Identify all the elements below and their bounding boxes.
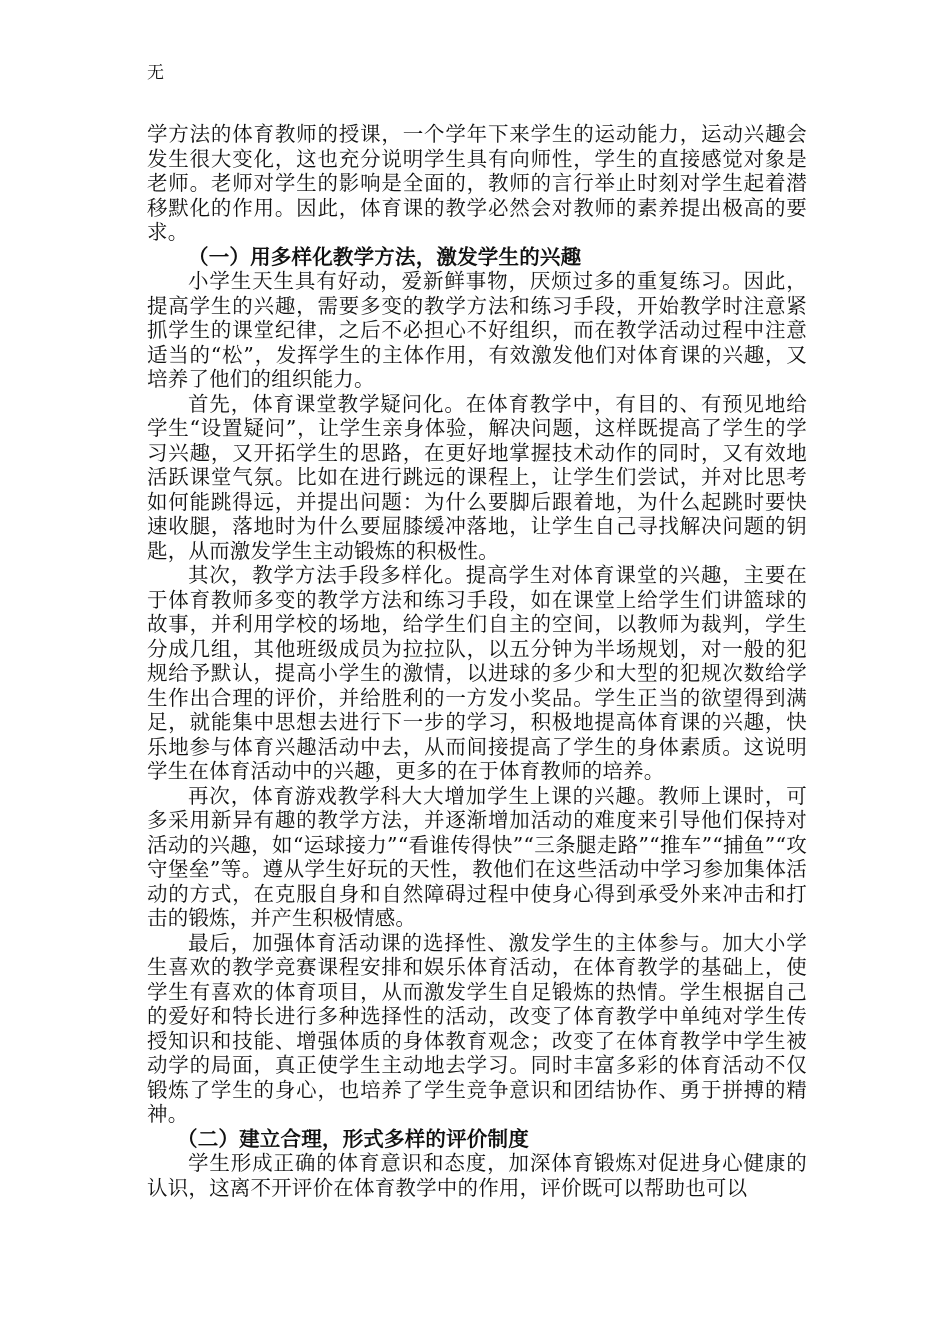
page-header: 无 (147, 63, 164, 83)
paragraph-evaluation: 学生形成正确的体育意识和态度，加深体育锻炼对促进身心健康的认识，这离不开评价在体育教学中的作用，评价既可以帮助也可以 (147, 1151, 807, 1200)
paragraph-first: 首先，体育课堂教学疑问化。在体育教学中，有目的、有预见地给学生“设置疑问”，让学生亲身体验，解决问题，这样既提高了学生的学习兴趣，又开拓学生的思路，在更好地掌握技术动作的同时，又有效地活跃课堂气氛。比如在进行跳远的课程上，让学生们尝试，并对比思考如何能跳得远，并提出问题：为什么要脚后跟着地，为什么起跳时要快速收腿，落地时为什么要屈膝缓冲落地，让学生自己寻找解决问题的钥匙，从而激发学生主动锻炼的积极性。 (147, 391, 807, 563)
paragraph-last: 最后，加强体育活动课的选择性、激发学生的主体参与。加大小学生喜欢的教学竞赛课程安排和娱乐体育活动，在体育教学的基础上，使学生有喜欢的体育项目，从而激发学生自足锻炼的热情。学生根据自己的爱好和特长进行多种选择性的活动，改变了体育教学中单纯对学生传授知识和技能、增强体质的身体教育观念；改变了在体育教学中学生被动学的局面，真正使学生主动地去学习。同时丰富多彩的体育活动不仅锻炼了学生的身心，也培养了学生竞争意识和团结协作、勇于拼搏的精神。 (147, 930, 807, 1126)
paragraph-intro: 小学生天生具有好动，爱新鲜事物，厌烦过多的重复练习。因此，提高学生的兴趣，需要多变的教学方法和练习手段，开始教学时注意紧抓学生的课堂纪律，之后不必担心不好组织，而在教学活动过程中注意适当的“松”，发挥学生的主体作用，有效激发他们对体育课的兴趣，又培养了他们的组织能力。 (147, 269, 807, 391)
paragraph-continuation: 学方法的体育教师的授课，一个学年下来学生的运动能力，运动兴趣会发生很大变化，这也充分说明学生具有向师性，学生的直接感觉对象是老师。老师对学生的影响是全面的，教师的言行举止时刻对学生起着潜移默化的作用。因此，体育课的教学必然会对教师的素养提出极高的要求。 (147, 122, 807, 244)
paragraph-third: 再次，体育游戏教学科大大增加学生上课的兴趣。教师上课时，可多采用新异有趣的教学方法，并逐渐增加活动的难度来引导他们保持对活动的兴趣，如“运球接力”“看谁传得快”“三条腿走路”“推车”“捕鱼”“攻守堡垒”等。遵从学生好玩的天性，教他们在这些活动中学习参加集体活动的方式，在克服自身和自然障碍过程中使身心得到承受外来冲击和打击的锻炼，并产生积极情感。 (147, 783, 807, 930)
section-heading-2: （二）建立合理，形式多样的评价制度 (177, 1126, 529, 1151)
document-body (147, 122, 807, 1200)
section-heading-1: （一）用多样化教学方法，激发学生的兴趣 (188, 244, 582, 269)
paragraph-second: 其次，教学方法手段多样化。提高学生对体育课堂的兴趣，主要在于体育教师多变的教学方法和练习手段，如在课堂上给学生们讲篮球的故事，并利用学校的场地，给学生们自主的空间，以教师为裁判，学生分成几组，其他班级成员为拉拉队，以五分钟为半场规划，对一般的犯规给予默认，提高小学生的激情，以进球的多少和大型的犯规次数给学生作出合理的评价，并给胜利的一方发小奖品。学生正当的欲望得到满足，就能集中思想去进行下一步的学习，积极地提高体育课的兴趣，快乐地参与体育兴趣活动中去，从而间接提高了学生的身体素质。这说明学生在体育活动中的兴趣，更多的在于体育教师的培养。 (147, 563, 807, 783)
